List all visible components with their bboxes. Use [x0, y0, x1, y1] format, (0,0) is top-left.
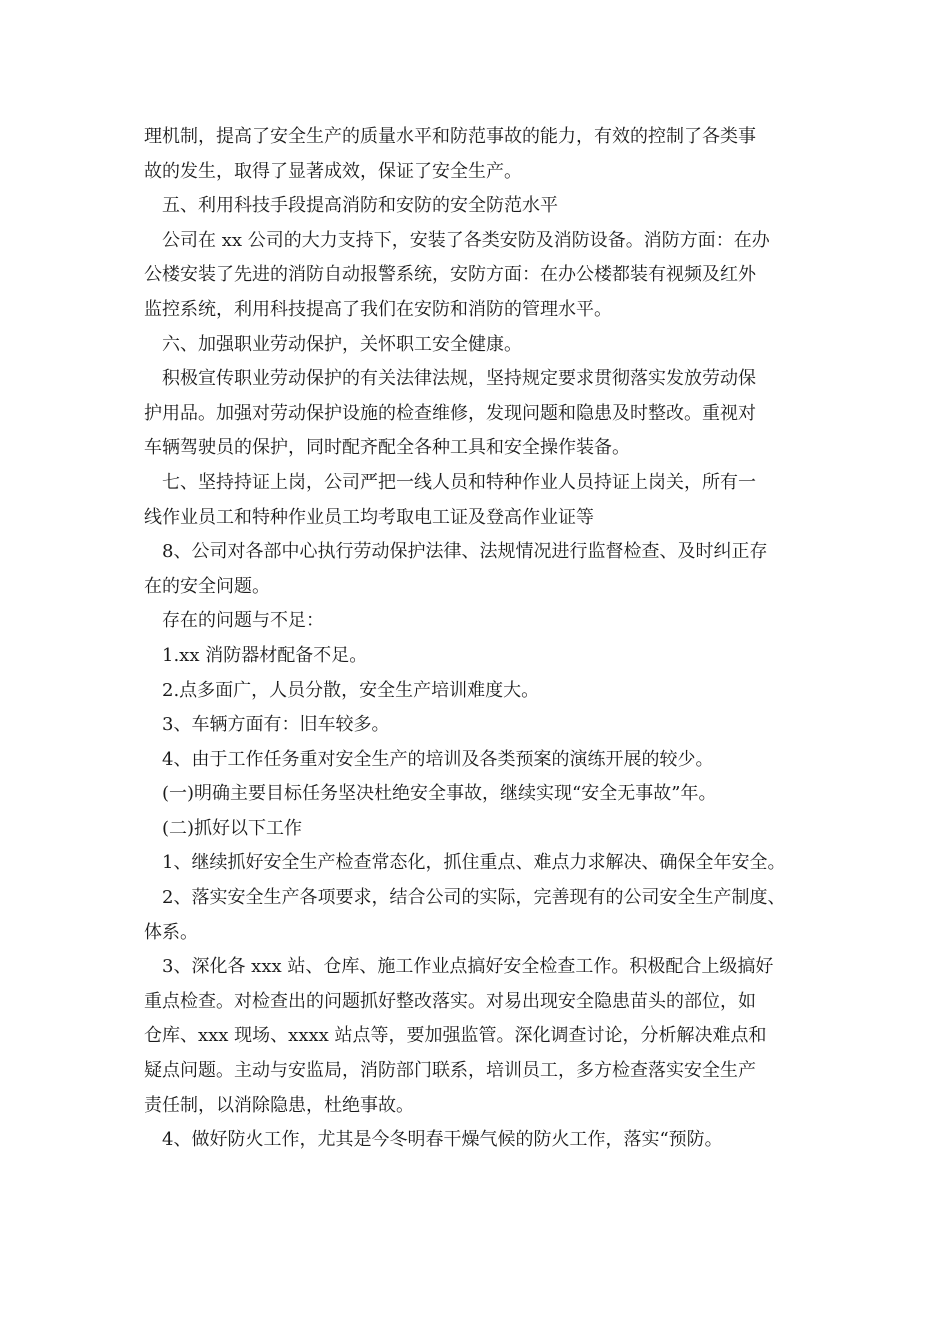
text-line: 仓库、xxx 现场、xxxx 站点等，要加强监管。深化调查讨论，分析解决难点和 [144, 1025, 767, 1047]
text-line: 体系。 [144, 921, 198, 943]
text-line: 3、车辆方面有：旧车较多。 [162, 714, 390, 736]
text-line: 责任制，以消除隐患，杜绝事故。 [144, 1094, 414, 1116]
text-line: (一)明确主要目标任务坚决杜绝安全事故，继续实现“安全无事故”年。 [162, 783, 717, 805]
text-line: 监控系统，利用科技提高了我们在安防和消防的管理水平。 [144, 298, 612, 320]
text-line: 公司在 xx 公司的大力支持下，安装了各类安防及消防设备。消防方面：在办 [162, 229, 770, 251]
text-line: 2、落实安全生产各项要求，结合公司的实际，完善现有的公司安全生产制度、 [162, 887, 786, 909]
text-line: 在的安全问题。 [144, 575, 270, 597]
text-line: 公楼安装了先进的消防自动报警系统，安防方面：在办公楼都装有视频及红外 [144, 264, 756, 286]
text-line: 1、继续抓好安全生产检查常态化，抓住重点、难点力求解决、确保全年安全。 [162, 852, 786, 874]
text-line: (二)抓好以下工作 [162, 817, 303, 839]
text-line: 护用品。加强对劳动保护设施的检查维修，发现问题和隐患及时整改。重视对 [144, 402, 756, 424]
text-line: 2.点多面广，人员分散，安全生产培训难度大。 [162, 679, 540, 701]
text-line: 存在的问题与不足： [162, 610, 324, 632]
text-line: 4、做好防火工作，尤其是今冬明春干燥气候的防火工作，落实“预防。 [162, 1129, 723, 1151]
text-line: 线作业员工和特种作业员工均考取电工证及登高作业证等 [144, 506, 594, 528]
text-line: 车辆驾驶员的保护，同时配齐配全各种工具和安全操作装备。 [144, 437, 630, 459]
text-line: 六、加强职业劳动保护，关怀职工安全健康。 [162, 333, 522, 355]
text-line: 1.xx 消防器材配备不足。 [162, 644, 368, 666]
text-line: 重点检查。对检查出的问题抓好整改落实。对易出现安全隐患苗头的部位，如 [144, 990, 756, 1012]
document-body [144, 120, 824, 1158]
text-line: 积极宣传职业劳动保护的有关法律法规，坚持规定要求贯彻落实发放劳动保 [162, 368, 756, 390]
text-line: 五、利用科技手段提高消防和安防的安全防范水平 [162, 195, 558, 217]
text-line: 理机制，提高了安全生产的质量水平和防范事故的能力，有效的控制了各类事 [144, 126, 756, 147]
text-line: 故的发生，取得了显著成效，保证了安全生产。 [144, 160, 522, 182]
text-line: 七、坚持持证上岗，公司严把一线人员和特种作业人员持证上岗关，所有一 [162, 471, 756, 493]
text-line: 疑点问题。主动与安监局，消防部门联系，培训员工，多方检查落实安全生产 [144, 1060, 756, 1082]
text-line: 3、深化各 xxx 站、仓库、施工作业点搞好安全检查工作。积极配合上级搞好 [162, 956, 774, 978]
text-line: 4、由于工作任务重对安全生产的培训及各类预案的演练开展的较少。 [162, 748, 714, 770]
text-line: 8、公司对各部中心执行劳动保护法律、法规情况进行监督检查、及时纠正存 [162, 541, 768, 563]
